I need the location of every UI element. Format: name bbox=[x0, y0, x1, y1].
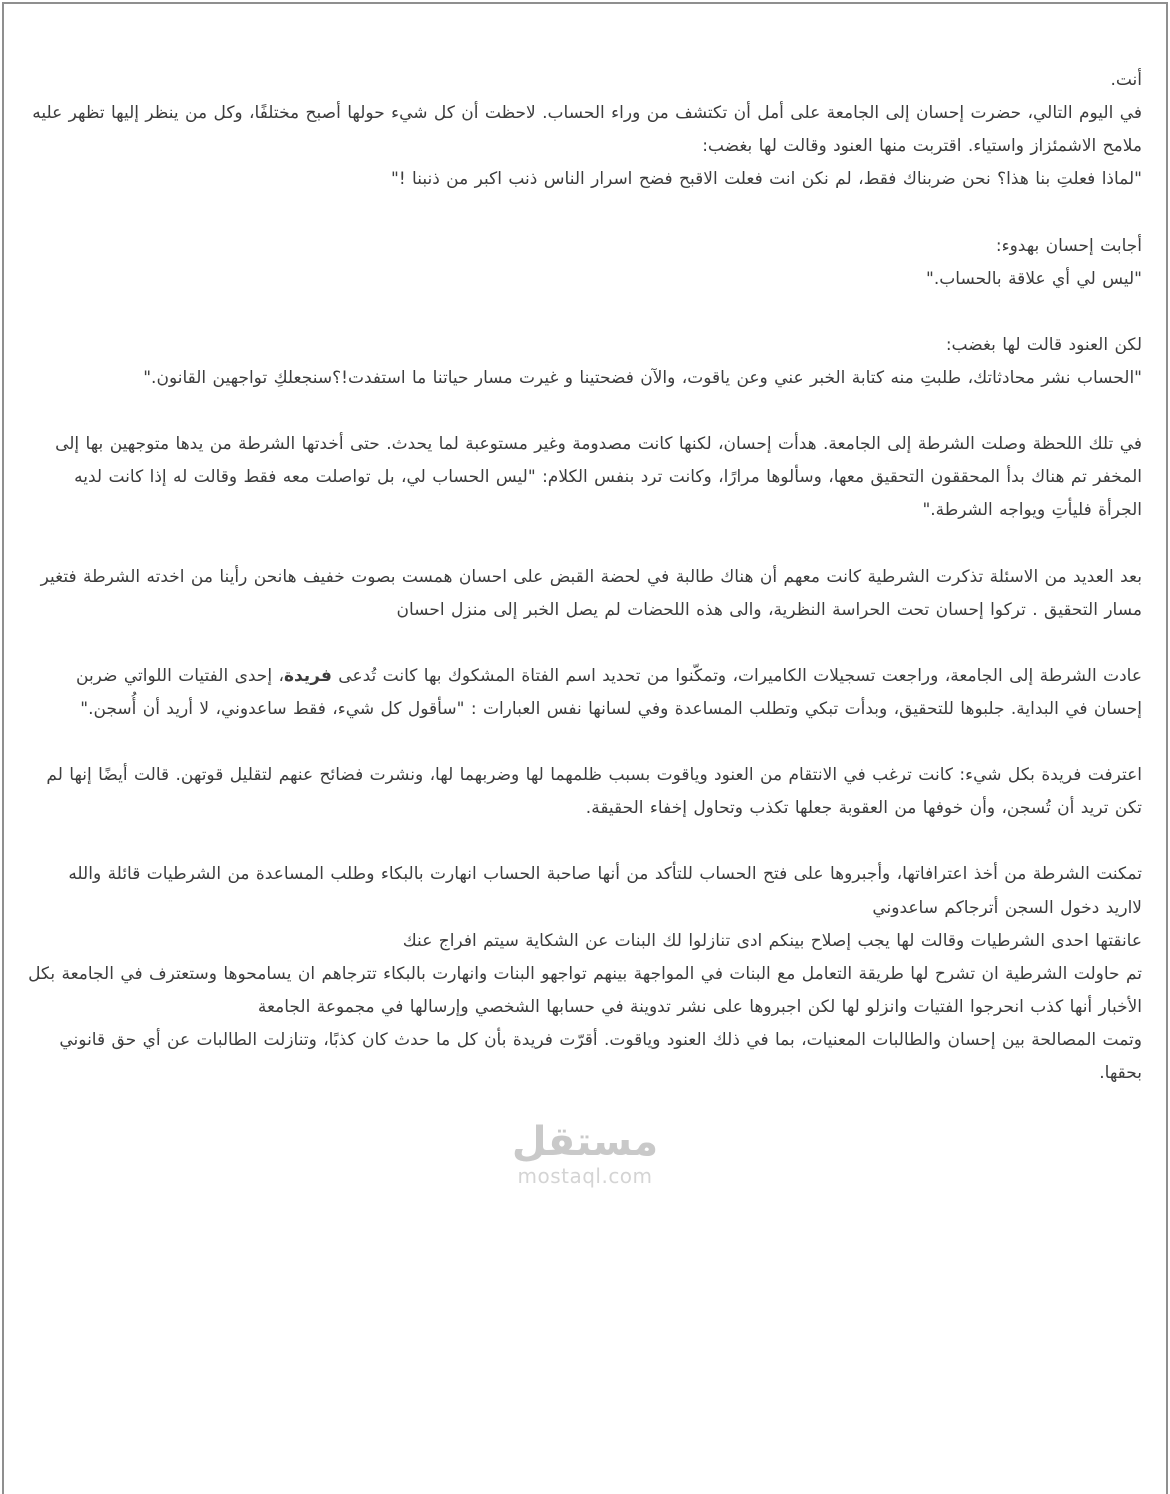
paragraph bbox=[28, 263, 1142, 296]
paragraph bbox=[28, 925, 1142, 958]
paragraph bbox=[28, 230, 1142, 263]
mostaql-logo: مستقل bbox=[511, 1119, 659, 1166]
text-run: تمكنت الشرطة من أخذ اعترافاتها، وأجبروها على فتح الحساب للتأكد من أنها صاحبة الحساب انهارت بالبكاء وطلب المساعدة من الشرطيات قائلة والله لااريد دخول السجن أترجاكم ساعدوني bbox=[68, 864, 1142, 918]
text-block bbox=[28, 230, 1142, 296]
text-run: لكن العنود قالت لها بغضب: bbox=[945, 334, 1142, 355]
text-block bbox=[28, 428, 1142, 527]
text-block bbox=[28, 64, 1142, 197]
text-run: اعترفت فريدة بكل شيء: كانت ترغب في الانتقام من العنود وياقوت بسبب ظلمهما لها وضربهما لها، ونشرت فضائح عنهم لتقليل قوتهن. قالت أيضًا إنها لم تكن تريد أن تُسجن، وأن خوفها من العقوبة جعلها تكذب وتحاول إخفاء الحقيقة. bbox=[46, 765, 1142, 819]
paragraph bbox=[28, 163, 1142, 196]
paragraph bbox=[28, 759, 1142, 825]
paragraph bbox=[28, 97, 1142, 163]
text-block bbox=[28, 858, 1142, 1090]
paragraph bbox=[28, 858, 1142, 924]
mostaql-url: mostaql.com bbox=[517, 1164, 653, 1189]
paragraph bbox=[28, 1024, 1142, 1090]
text-run: في تلك اللحظة وصلت الشرطة إلى الجامعة. هدأت إحسان، لكنها كانت مصدومة وغير مستوعبة لما يحدث. حتى أخدتها الشرطة من يدها متوجهين بها إلى المخفر تم هناك بدأ المحققون التحقيق معها، وسألوها مرارًا، وكانت ترد بنفس الكلام: "ليس الحساب لي، بل تواصلت معه فقط وقالت له إذا كانت لديه الجرأة فليأتِ ويواجه الشرطة." bbox=[55, 434, 1142, 521]
text-block bbox=[28, 759, 1142, 825]
text-block bbox=[28, 329, 1142, 395]
text-run: عانقتها احدى الشرطيات وقالت لها يجب إصلاح بينكم ادى تنازلوا لك البنات عن الشكاية سيتم افراج عنك bbox=[402, 930, 1142, 951]
watermark bbox=[0, 1120, 1170, 1218]
text-run: ، إحدى الفتيات اللواتي ضربن إحسان في البداية. جلبوها للتحقيق، وبدأت تبكي وتطلب المساعدة وفي لسانها نفس العبارات : "سأقول كل شيء، فقط ساعدوني، لا أريد أن أُسجن." bbox=[76, 665, 1142, 719]
text-run: بعد العديد من الاسئلة تذكرت الشرطية كانت معهم أن هناك طالبة في لحضة القبض على احسان همست بصوت خفيف هانحن رأينا من اخدته الشرطة فتغير مسار التحقيق . تركوا إحسان تحت الحراسة النظرية، والى هذه اللحضات لم يصل الخبر إلى منزل احسان bbox=[40, 566, 1142, 620]
text-block bbox=[28, 660, 1142, 726]
paragraph bbox=[28, 958, 1142, 1024]
paragraph bbox=[28, 362, 1142, 395]
text-block bbox=[28, 561, 1142, 627]
text-run: عادت الشرطة إلى الجامعة، وراجعت تسجيلات الكاميرات، وتمكّنوا من تحديد اسم الفتاة المشكوك بها كانت تُدعى bbox=[331, 665, 1142, 686]
text-run: وتمت المصالحة بين إحسان والطالبات المعنيات، بما في ذلك العنود وياقوت. أقرّت فريدة بأن كل ما حدث كان كذبًا، وتنازلت الطالبات عن أي حق قانوني بحقها. bbox=[59, 1030, 1142, 1084]
text-run: "الحساب نشر محادثاتك، طلبتِ منه كتابة الخبر عني وعن ياقوت، والآن فضحتينا و غيرت مسار حياتنا ما استفدت!؟سنجعلكِ تواجهين القانون." bbox=[143, 367, 1142, 388]
paragraph bbox=[28, 64, 1142, 97]
text-run: أنت. bbox=[1110, 70, 1142, 90]
text-run: تم حاولت الشرطية ان تشرح لها طريقة التعامل مع البنات في المواجهة بينهم تواجهو البنات وانهارت بالبكاء تترجاهم ان يسامحوها وستعترف في الجامعة بكل الأخبار أنها كذب انحرجوا الفتيات وانزلو لها لكن اجبروها على نشر تدوينة في حسابها الشخصي وإرسالها في مجموعة الجامعة bbox=[28, 963, 1142, 1017]
paragraph bbox=[28, 428, 1142, 527]
bold-text: فريدة bbox=[283, 665, 332, 686]
paragraph bbox=[28, 561, 1142, 627]
text-run: "ليس لي أي علاقة بالحساب." bbox=[926, 268, 1142, 289]
text-run: "لماذا فعلتِ بنا هذا؟ نحن ضربناك فقط، لم نكن انت فعلت الاقبح فضح اسرار الناس ذنب اكبر من ذنبنا !" bbox=[391, 169, 1142, 190]
paragraph bbox=[28, 660, 1142, 726]
text-run: في اليوم التالي، حضرت إحسان إلى الجامعة على أمل أن تكتشف من وراء الحساب. لاحظت أن كل شيء حولها أصبح مختلفًا، وكل من ينظر إليها تظهر عليه ملامح الاشمئزاز واستياء. اقتربت منها العنود وقالت لها بغضب: bbox=[32, 103, 1142, 157]
paragraph bbox=[28, 329, 1142, 362]
text-run: أجابت إحسان بهدوء: bbox=[995, 235, 1142, 256]
